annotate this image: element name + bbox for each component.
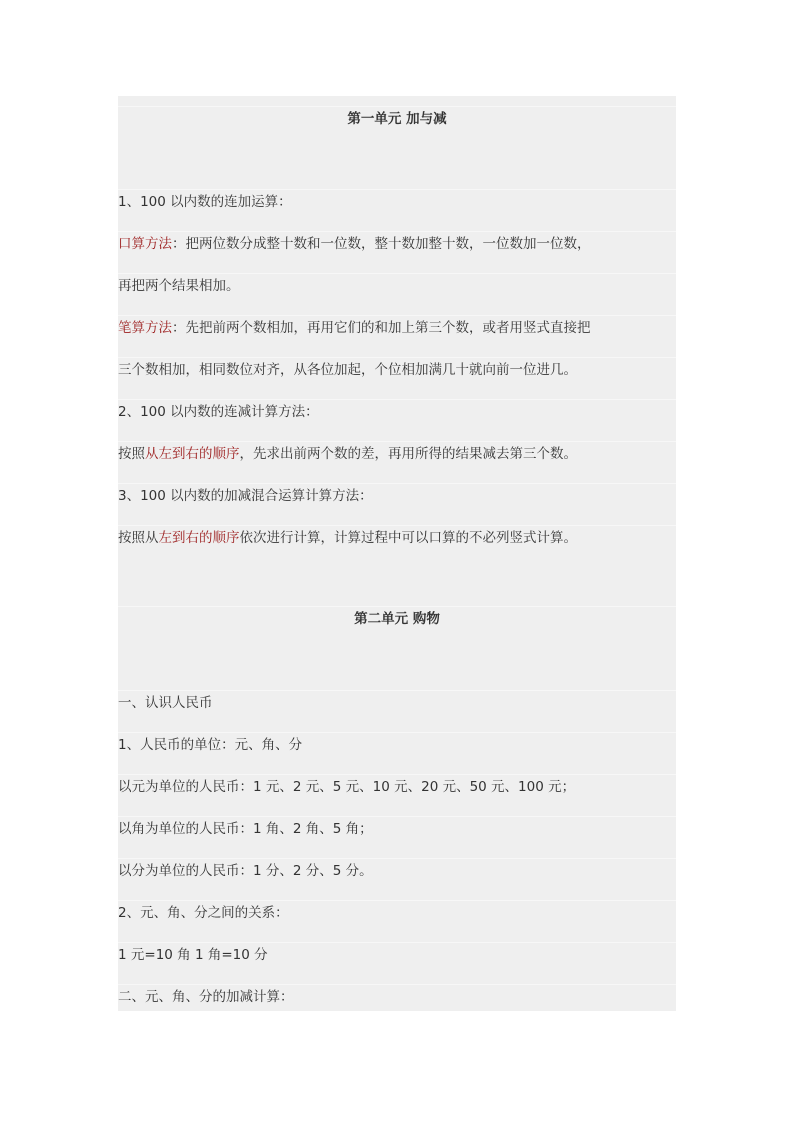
unit-1-line-3: 再把两个结果相加。 <box>118 273 676 295</box>
unit-2-title: 第二单元 购物 <box>118 606 676 628</box>
unit-1-line-6: 2、100 以内数的连减计算方法： <box>118 399 676 421</box>
unit-2-line-4: 以角为单位的人民币：1 角、2 角、5 角； <box>118 816 676 838</box>
unit-2-line-3: 以元为单位的人民币：1 元、2 元、5 元、10 元、20 元、50 元、100 元； <box>118 774 676 796</box>
unit-2-line-1: 一、认识人民币 <box>118 690 676 712</box>
unit-1-line-9: 按照从左到右的顺序依次进行计算，计算过程中可以口算的不必列竖式计算。 <box>118 525 676 547</box>
unit-2-line-8: 二、元、角、分的加减计算： <box>118 984 676 1006</box>
method-label-oral: 口算方法 <box>118 236 172 252</box>
unit-2-line-7: 1 元=10 角 1 角=10 分 <box>118 942 676 964</box>
method-label-written: 笔算方法 <box>118 320 172 336</box>
unit-1-line-1: 1、100 以内数的连加运算： <box>118 189 676 211</box>
unit-1-line-7: 按照从左到右的顺序，先求出前两个数的差，再用所得的结果减去第三个数。 <box>118 441 676 463</box>
unit-1-line-5: 三个数相加，相同数位对齐，从各位加起，个位相加满几十就向前一位进几。 <box>118 357 676 379</box>
order-highlight-2: 左到右的顺序 <box>158 530 240 546</box>
order-highlight-1: 从左到右的顺序 <box>145 446 240 462</box>
unit-2-line-2: 1、人民币的单位：元、角、分 <box>118 732 676 754</box>
unit-1-line-8: 3、100 以内数的加减混合运算计算方法： <box>118 483 676 505</box>
unit-1-line-4: 笔算方法：先把前两个数相加，再用它们的和加上第三个数，或者用竖式直接把 <box>118 315 676 337</box>
unit-1-line-2: 口算方法：把两位数分成整十数和一位数，整十数加整十数，一位数加一位数， <box>118 231 676 253</box>
unit-1-title: 第一单元 加与减 <box>118 106 676 128</box>
unit-2-line-5: 以分为单位的人民币：1 分、2 分、5 分。 <box>118 858 676 880</box>
document-page <box>118 96 676 1011</box>
unit-2-line-6: 2、元、角、分之间的关系： <box>118 900 676 922</box>
